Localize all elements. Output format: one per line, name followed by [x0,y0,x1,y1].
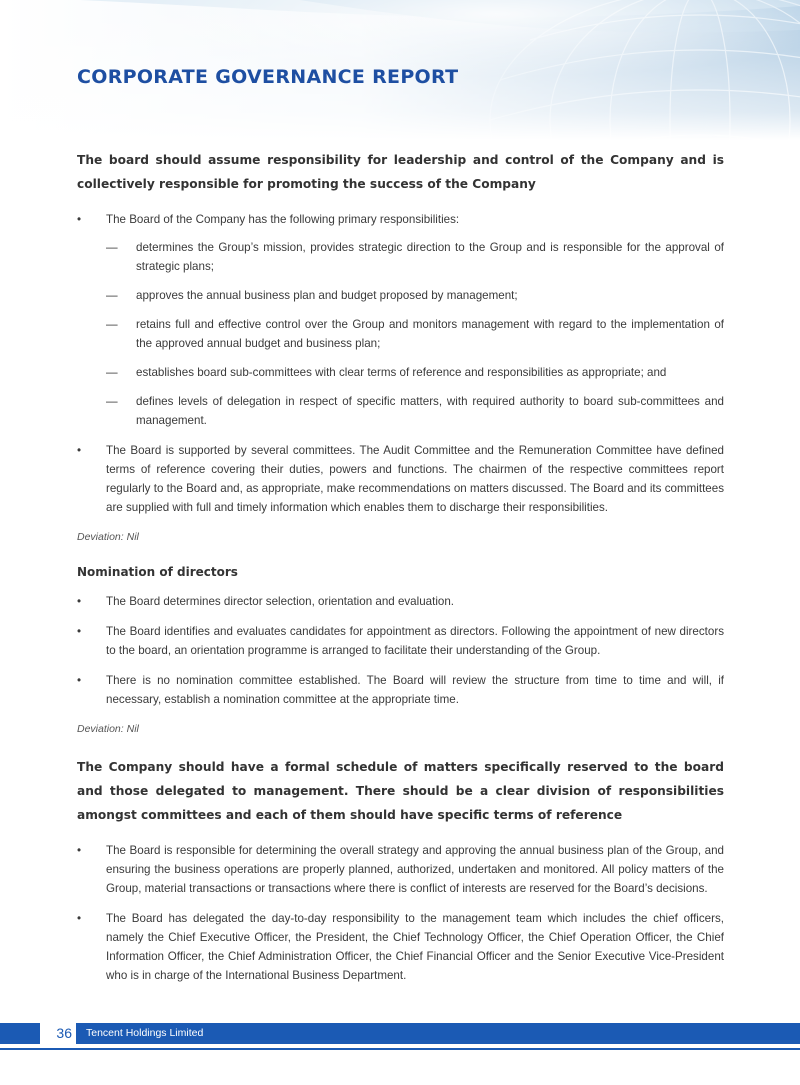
list-item [106,363,724,382]
dash-text: establishes board sub-committees with clear terms of reference and responsibilities as appropriate; and [136,366,667,379]
list-item [77,622,724,660]
dash-text: defines levels of delegation in respect of specific matters, with required authority to board sub-committees and management. [136,395,724,427]
section-heading-board-responsibility: The board should assume responsibility for leadership and control of the Company and is collectively responsible for promoting the success of the Company [77,153,724,191]
list-item [77,210,724,430]
bullet-mark: • [77,844,82,857]
bullet-mark: • [77,444,82,457]
bullet-mark: • [77,912,82,925]
deviation-note: Deviation: Nil [77,723,139,735]
bullet-mark: • [77,213,82,226]
dash-text: retains full and effective control over the Group and monitors management with regard to the implementation of the approved annual budget and business plan; [136,318,724,350]
section-heading-reserved-matters: The Company should have a formal schedule of matters specifically reserved to the board and those delegated to management. There should be a clear division of responsibilities amongst committees and each of them should have specific terms of reference [77,760,724,822]
responsibility-sublist [106,238,724,430]
deviation-note: Deviation: Nil [77,531,139,543]
bullet-mark: • [77,595,82,608]
dash-mark: — [106,366,118,379]
list-item [106,286,724,305]
section-heading-nomination: Nomination of directors [77,565,238,579]
footer-rule [0,1048,800,1050]
dash-mark: — [106,241,118,254]
list-item [106,315,724,353]
bullet-text: The Board is supported by several committees. The Audit Committee and the Remuneration Committee have defined terms of reference covering their duties, powers and functions. The chairmen of the respective committees report regularly to the Board and, as appropriate, make recommendations on matters discussed. The Board and its committees are supplied with full and timely information which enables them to discharge their responsibilities. [106,444,724,514]
dash-text: approves the annual business plan and budget proposed by management; [136,289,518,302]
dash-text: determines the Group’s mission, provides strategic direction to the Group and is responsible for the approval of strategic plans; [136,241,724,273]
dash-mark: — [106,289,118,302]
list-item [77,909,724,985]
bullet-text: There is no nomination committee established. The Board will review the structure from time to time and will, if necessary, establish a nomination committee at the appropriate time. [106,674,724,706]
dash-mark: — [106,318,118,331]
bullet-text: The Board has delegated the day-to-day responsibility to the management team which includes the chief officers, namely the Chief Executive Officer, the President, the Chief Technology Officer, the Chief Operation Officer, the Chief Information Officer, the Chief Administration Officer, the Chief Financial Officer and the Senior Executive Vice-President who is in charge of the International Business Department. [106,912,724,982]
footer-company-name: Tencent Holdings Limited [86,1027,204,1039]
bullet-text: The Board of the Company has the following primary responsibilities: [106,213,460,226]
bullet-text: The Board identifies and evaluates candidates for appointment as directors. Following the appointment of new directors to the board, an orientation programme is arranged to facilitate their understanding of the Group. [106,625,724,657]
bullet-mark: • [77,625,82,638]
bullet-mark: • [77,674,82,687]
list-item [77,671,724,709]
list-item [106,238,724,276]
page-title: CORPORATE GOVERNANCE REPORT [77,66,459,88]
list-item [77,441,724,517]
page-number: 36 [40,1023,76,1044]
footer-bar [0,1023,800,1044]
list-item [77,592,724,611]
report-body [77,148,724,996]
dash-mark: — [106,395,118,408]
bullet-text: The Board is responsible for determining the overall strategy and approving the annual business plan of the Group, and ensuring the business operations are properly planned, authorized, undertaken and monitored. All policy matters of the Group, material transactions or transactions where there is conflict of interests are reserved for the Board’s decisions. [106,844,724,895]
list-item [106,392,724,430]
bullet-text: The Board determines director selection, orientation and evaluation. [106,595,455,608]
list-item [77,841,724,898]
